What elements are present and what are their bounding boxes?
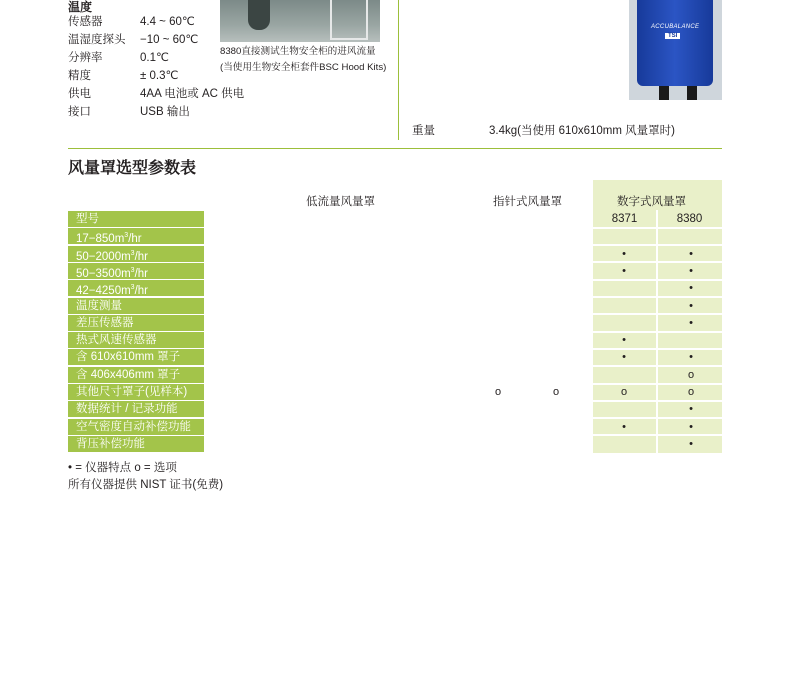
spec-value: 4.4 ~ 60℃ (140, 16, 195, 28)
spec-row (68, 32, 198, 49)
photo-frame (330, 0, 368, 40)
row-label (68, 401, 204, 417)
row-label-sup: 3 (130, 266, 135, 274)
row-label-suffix: /hr (134, 285, 148, 297)
feature-mark: • (689, 247, 693, 260)
row-label-text: 42−4250m (76, 285, 131, 297)
spec-row (68, 14, 195, 31)
photo-caption-line1: 8380直接测试生物安全柜的进风流量 (220, 46, 376, 57)
feature-mark: • (689, 282, 693, 295)
carry-bag (637, 0, 713, 86)
feature-mark: • (622, 420, 626, 433)
row-label-suffix: /hr (134, 267, 148, 279)
spec-row (68, 50, 169, 67)
row-label-model: 型号 (68, 211, 204, 227)
row-label (68, 419, 204, 435)
row-label (68, 228, 204, 244)
option-mark: o (620, 386, 628, 398)
row-label (68, 280, 204, 296)
tsi-logo: TSI (665, 33, 680, 39)
option-mark: o (687, 386, 695, 398)
model-column-separator (656, 210, 658, 453)
row-label (68, 436, 204, 452)
row-label-text: 温度测量 (76, 299, 122, 312)
row-label (68, 349, 204, 365)
feature-mark: • (622, 334, 626, 347)
row-label-text: 其他尺寸罩子(见样本) (76, 386, 188, 398)
feature-mark: • (689, 351, 693, 364)
option-mark: o (494, 386, 502, 398)
row-label-sup: 3 (130, 284, 135, 292)
row-label-text: 含 610x610mm 罩子 (76, 351, 181, 364)
feature-mark: • (689, 403, 693, 416)
feature-mark: • (689, 437, 693, 450)
row-label-text: 背压补偿功能 (76, 437, 145, 450)
row-label-text: 17−850m (76, 233, 125, 245)
feature-mark: • (689, 299, 693, 312)
row-label-text: 热式风速传感器 (76, 334, 157, 347)
weight-label: 重量 (412, 125, 435, 137)
row-label (68, 332, 204, 348)
spec-row (68, 104, 190, 121)
spec-key: 供电 (68, 88, 91, 100)
spec-key: 温湿度探头 (68, 34, 126, 46)
col-header-needle: 指针式风量罩 (493, 196, 562, 208)
feature-mark: • (689, 264, 693, 277)
model-8380: 8380 (676, 213, 703, 225)
spec-key: 传感器 (68, 16, 103, 28)
spec-value: 0.1℃ (140, 52, 169, 64)
row-label (68, 367, 204, 383)
row-label (68, 263, 204, 279)
section-divider (68, 148, 722, 149)
model-8371: 8371 (611, 213, 638, 225)
col-header-low-flow: 低流量风量罩 (306, 196, 375, 208)
col-header-digital: 数字式风量罩 (617, 196, 686, 208)
feature-mark: • (689, 316, 693, 329)
feature-mark: • (622, 351, 626, 364)
feature-mark: • (622, 247, 626, 260)
row-label-sup: 3 (130, 249, 135, 257)
row-label-text: 50−3500m (76, 267, 131, 279)
spec-key: 接口 (68, 106, 91, 118)
product-bag-photo (629, 0, 722, 100)
bag-brand-logo: ACCUBALANCE (651, 24, 700, 30)
leg-right (687, 86, 697, 100)
spec-value: 4AA 电池或 AC 供电 (140, 88, 245, 100)
leg-left (659, 86, 669, 100)
photo-stand (248, 0, 270, 30)
row-label-suffix: /hr (128, 233, 142, 245)
row-label-text: 含 406x406mm 罩子 (76, 368, 181, 381)
row-label-text: 50−2000m (76, 250, 131, 262)
spec-heading: 温度 (68, 0, 93, 14)
spec-row (68, 68, 178, 85)
spec-value: USB 输出 (140, 106, 190, 118)
row-label-suffix: /hr (134, 250, 148, 262)
section-title: 风量罩选型参数表 (68, 160, 197, 177)
spec-row (68, 86, 244, 103)
weight-value: 3.4kg(当使用 610x610mm 风量罩时) (489, 125, 675, 137)
row-label (68, 315, 204, 331)
feature-mark: • (622, 264, 626, 277)
row-label (68, 298, 204, 314)
spec-value: ± 0.3℃ (140, 70, 179, 82)
row-label (68, 384, 204, 400)
row-label-text: 空气密度自动补偿功能 (76, 420, 191, 433)
row-label-sup: 3 (124, 232, 129, 240)
spec-key: 分辨率 (68, 52, 103, 64)
feature-mark: • (689, 420, 693, 433)
column-divider (398, 0, 399, 140)
photo-caption-line2: (当使用生物安全柜套件BSC Hood Kits) (220, 62, 387, 73)
bsc-test-photo (220, 0, 380, 42)
spec-value: −10 ~ 60℃ (140, 34, 199, 46)
spec-key: 精度 (68, 70, 91, 82)
row-label (68, 246, 204, 262)
row-label-text: 数据统计 / 记录功能 (76, 403, 178, 416)
option-mark: o (552, 386, 560, 398)
row-label-text: 差压传感器 (76, 316, 134, 329)
option-mark: o (687, 368, 695, 381)
legend: • = 仪器特点 o = 选项 (68, 462, 177, 474)
nist-note: 所有仪器提供 NIST 证书(免费) (68, 479, 224, 491)
